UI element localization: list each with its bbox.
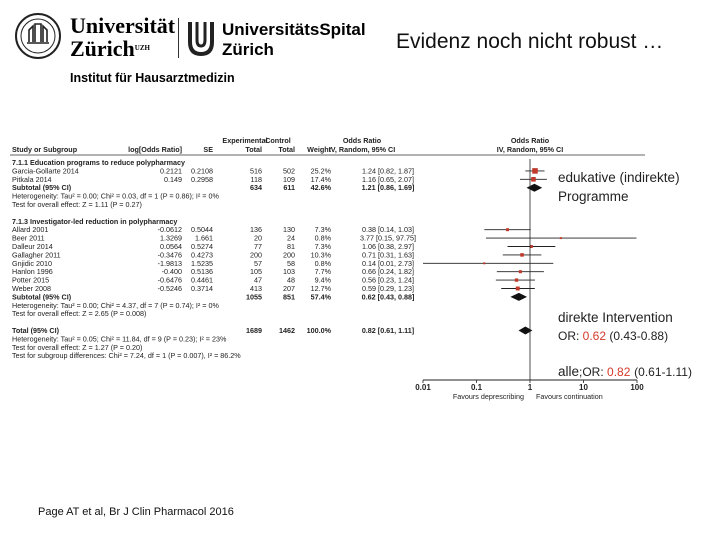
row-se: 0.5136	[191, 267, 213, 277]
row-ci-text: 0.38 [0.14, 1.03]	[362, 225, 414, 235]
citation: Page AT et al, Br J Clin Pharmacol 2016	[38, 506, 234, 518]
row-logor: 0.0564	[160, 242, 182, 251]
col-header-study: Study or Subgroup	[12, 145, 78, 154]
row-se: 0.4273	[191, 250, 213, 260]
point-estimate	[531, 177, 536, 182]
row-label: Weber 2008	[12, 284, 52, 293]
row-label: Subtotal (95% CI)	[12, 183, 72, 193]
row-se: 1.661	[195, 233, 213, 243]
annotation-direct-or-value: 0.62	[582, 329, 607, 343]
row-label: Total (95% CI)	[12, 326, 59, 335]
row-logor: -0.3476	[157, 250, 182, 260]
annotation-educational-line2: Programme	[558, 189, 629, 204]
row-label: Test for overall effect: Z = 1.11 (P = 0.27)	[12, 200, 142, 209]
pooled-diamond	[526, 184, 542, 192]
row-se: 0.3714	[191, 284, 213, 293]
point-estimate	[506, 228, 509, 231]
row-ctrl-total: 207	[283, 284, 295, 293]
annotation-direct-or-ci: (0.43-0.88)	[609, 329, 669, 343]
row-label: Dalleur 2014	[12, 242, 53, 251]
row-se: 0.2108	[191, 166, 213, 176]
row-label: Beer 2011	[12, 233, 45, 243]
row-exp-total: 634	[250, 183, 262, 193]
row-weight: 57.4%	[310, 292, 331, 302]
row-logor: -0.400	[161, 267, 182, 277]
row-ctrl-total: 103	[283, 267, 295, 277]
row-ctrl-total: 611	[283, 183, 295, 193]
x-tick-label: 10	[579, 383, 588, 392]
row-label: Gallagher 2011	[12, 250, 61, 260]
point-estimate	[516, 287, 520, 291]
row-ctrl-total: 200	[283, 250, 295, 260]
row-label: Test for overall effect: Z = 2.65 (P = 0.008)	[12, 309, 147, 319]
row-se: 0.4461	[191, 275, 213, 285]
row-weight: 7.3%	[314, 225, 331, 235]
row-ctrl-total: 48	[287, 275, 295, 285]
row-logor: -0.0612	[157, 225, 182, 235]
annotation-all-label: alle	[558, 364, 580, 379]
row-ci-text: 1.21 [0.86, 1.69]	[361, 183, 415, 193]
usz-name-line2: Zürich	[222, 40, 274, 59]
annotation-all	[558, 364, 692, 379]
col-header-exp-total: Total	[245, 145, 262, 154]
x-tick-label: 100	[630, 383, 644, 392]
row-weight: 25.2%	[310, 166, 331, 176]
annotation-all-or-ci: (0.61-1.11)	[634, 365, 692, 379]
annotation-direct	[558, 308, 673, 346]
row-ci-text: 0.14 [0.01, 2.73]	[362, 258, 414, 268]
col-header-ctrl-total: Total	[278, 145, 295, 154]
row-exp-total: 413	[250, 284, 262, 293]
row-weight: 0.8%	[314, 233, 331, 243]
row-ci-text: 0.62 [0.43, 0.88]	[361, 292, 415, 302]
annotation-educational	[558, 168, 680, 206]
row-label: Garcia-Gollarte 2014	[12, 166, 79, 176]
row-label: Pitkala 2014	[12, 174, 52, 184]
row-exp-total: 47	[254, 275, 262, 285]
uzh-name-line2: Zürich	[70, 36, 135, 61]
point-estimate	[532, 168, 538, 174]
row-exp-total: 200	[250, 250, 262, 260]
row-exp-total: 105	[250, 267, 262, 277]
row-weight: 7.7%	[314, 267, 331, 277]
annotation-direct-or-prefix: OR:	[558, 329, 583, 343]
row-label: Potter 2015	[12, 275, 50, 285]
col-header-weight: Weight	[307, 145, 331, 154]
col-header-method: IV, Random, 95% CI	[328, 145, 396, 154]
col-header-method-plot: IV, Random, 95% CI	[496, 145, 564, 154]
row-ctrl-total: 81	[287, 242, 295, 251]
row-ctrl-total: 851	[283, 292, 295, 302]
row-ci-text: 0.71 [0.31, 1.63]	[362, 250, 414, 260]
row-ci-text: 1.24 [0.82, 1.87]	[362, 166, 414, 176]
row-label: Heterogeneity: Tau² = 0.00; Chi² = 0.03, df = 1 (P = 0.86); I² = 0%	[12, 191, 219, 201]
point-estimate	[519, 270, 522, 273]
point-estimate	[515, 278, 518, 281]
row-weight: 0.8%	[314, 258, 331, 268]
point-estimate	[483, 262, 485, 264]
row-logor: 0.2121	[160, 166, 182, 176]
row-weight: 100.0%	[306, 326, 331, 335]
row-ci-text: 0.56 [0.23, 1.24]	[362, 275, 414, 285]
col-header-experimental: Experimental	[222, 136, 268, 145]
usz-name-line1: UniversitätsSpital	[222, 20, 366, 39]
row-label: Heterogeneity: Tau² = 0.05; Chi² = 11.84, df = 9 (P = 0.23); I² = 23%	[12, 334, 227, 344]
row-label: Hanlon 1996	[12, 267, 53, 277]
row-logor: -0.5246	[157, 284, 182, 293]
row-ctrl-total: 24	[287, 233, 295, 243]
row-label: 7.1.1 Education programs to reduce polypharmacy	[12, 158, 185, 167]
col-header-control: Control	[265, 136, 291, 145]
row-se: 0.5274	[191, 242, 213, 251]
slide-title: Evidenz noch nicht robust …	[396, 30, 664, 53]
col-header-logor: log[Odds Ratio]	[128, 145, 182, 154]
uzh-name-line1: Universität	[70, 13, 176, 38]
row-weight: 9.4%	[314, 275, 331, 285]
row-label: Test for overall effect: Z = 1.27 (P = 0.20)	[12, 342, 143, 352]
row-label: Heterogeneity: Tau² = 0.00; Chi² = 4.37, df = 7 (P = 0.74); I² = 0%	[12, 300, 219, 310]
row-ctrl-total: 58	[287, 258, 295, 268]
pooled-diamond	[510, 293, 527, 301]
row-se: 0.2958	[191, 174, 213, 184]
favours-left-label: Favours deprescribing	[452, 392, 524, 401]
row-exp-total: 136	[250, 225, 262, 235]
row-weight: 7.3%	[314, 242, 331, 251]
annotation-direct-label: direkte Intervention	[558, 310, 673, 325]
row-logor: -1.9813	[157, 258, 182, 268]
row-ci-text: 1.06 [0.38, 2.97]	[362, 242, 414, 251]
row-ci-text: 3.77 [0.15, 97.75]	[360, 233, 416, 243]
row-exp-total: 118	[250, 174, 262, 184]
row-logor: -0.6476	[157, 275, 182, 285]
row-exp-total: 20	[254, 233, 262, 243]
row-exp-total: 1055	[246, 292, 262, 302]
annotation-educational-line1: edukative (indirekte)	[558, 170, 680, 185]
row-exp-total: 57	[254, 258, 262, 268]
col-header-odds-ratio-plot: Odds Ratio	[510, 136, 550, 145]
row-weight: 17.4%	[310, 174, 331, 184]
favours-right-label: Favours continuation	[536, 392, 603, 401]
row-exp-total: 1689	[246, 326, 262, 335]
row-weight: 42.6%	[310, 183, 331, 193]
row-weight: 10.3%	[310, 250, 331, 260]
x-tick-label: 0.01	[415, 383, 431, 392]
row-ci-text: 0.66 [0.24, 1.82]	[362, 267, 414, 277]
x-tick-label: 1	[527, 383, 533, 392]
row-ci-text: 0.59 [0.29, 1.23]	[362, 284, 414, 293]
row-logor: 0.149	[164, 174, 182, 184]
annotation-all-or-value: 0.82	[607, 365, 631, 379]
annotation-all-or-prefix: ;OR:	[579, 365, 608, 379]
row-label: Subtotal (95% CI)	[12, 292, 72, 302]
row-exp-total: 516	[250, 166, 262, 176]
row-ci-text: 0.82 [0.61, 1.11]	[361, 326, 415, 335]
row-ctrl-total: 130	[283, 225, 295, 235]
institute-name: Institut für Hausarztmedizin	[70, 71, 235, 85]
col-header-se: SE	[203, 145, 213, 154]
row-exp-total: 77	[254, 242, 262, 251]
row-label: Test for subgroup differences: Chi² = 7.24, df = 1 (P = 0.007), I² = 86.2%	[12, 351, 241, 361]
point-estimate	[560, 237, 562, 239]
point-estimate	[520, 253, 524, 257]
row-logor: 1.3269	[160, 233, 182, 243]
row-weight: 12.7%	[310, 284, 331, 293]
row-label: Allard 2001	[12, 225, 49, 235]
row-ctrl-total: 109	[283, 174, 295, 184]
row-ctrl-total: 1462	[279, 326, 295, 335]
row-label: 7.1.3 Investigator-led reduction in polypharmacy	[12, 216, 178, 226]
row-label: Gnjidic 2010	[12, 258, 52, 268]
row-ctrl-total: 502	[283, 166, 295, 176]
uzh-superscript: UZH	[134, 44, 150, 52]
row-se: 1.5235	[191, 258, 213, 268]
row-se: 0.5044	[191, 225, 213, 235]
col-header-odds-ratio: Odds Ratio	[342, 136, 382, 145]
x-tick-label: 0.1	[470, 383, 483, 392]
row-ci-text: 1.16 [0.65, 2.07]	[362, 174, 414, 184]
